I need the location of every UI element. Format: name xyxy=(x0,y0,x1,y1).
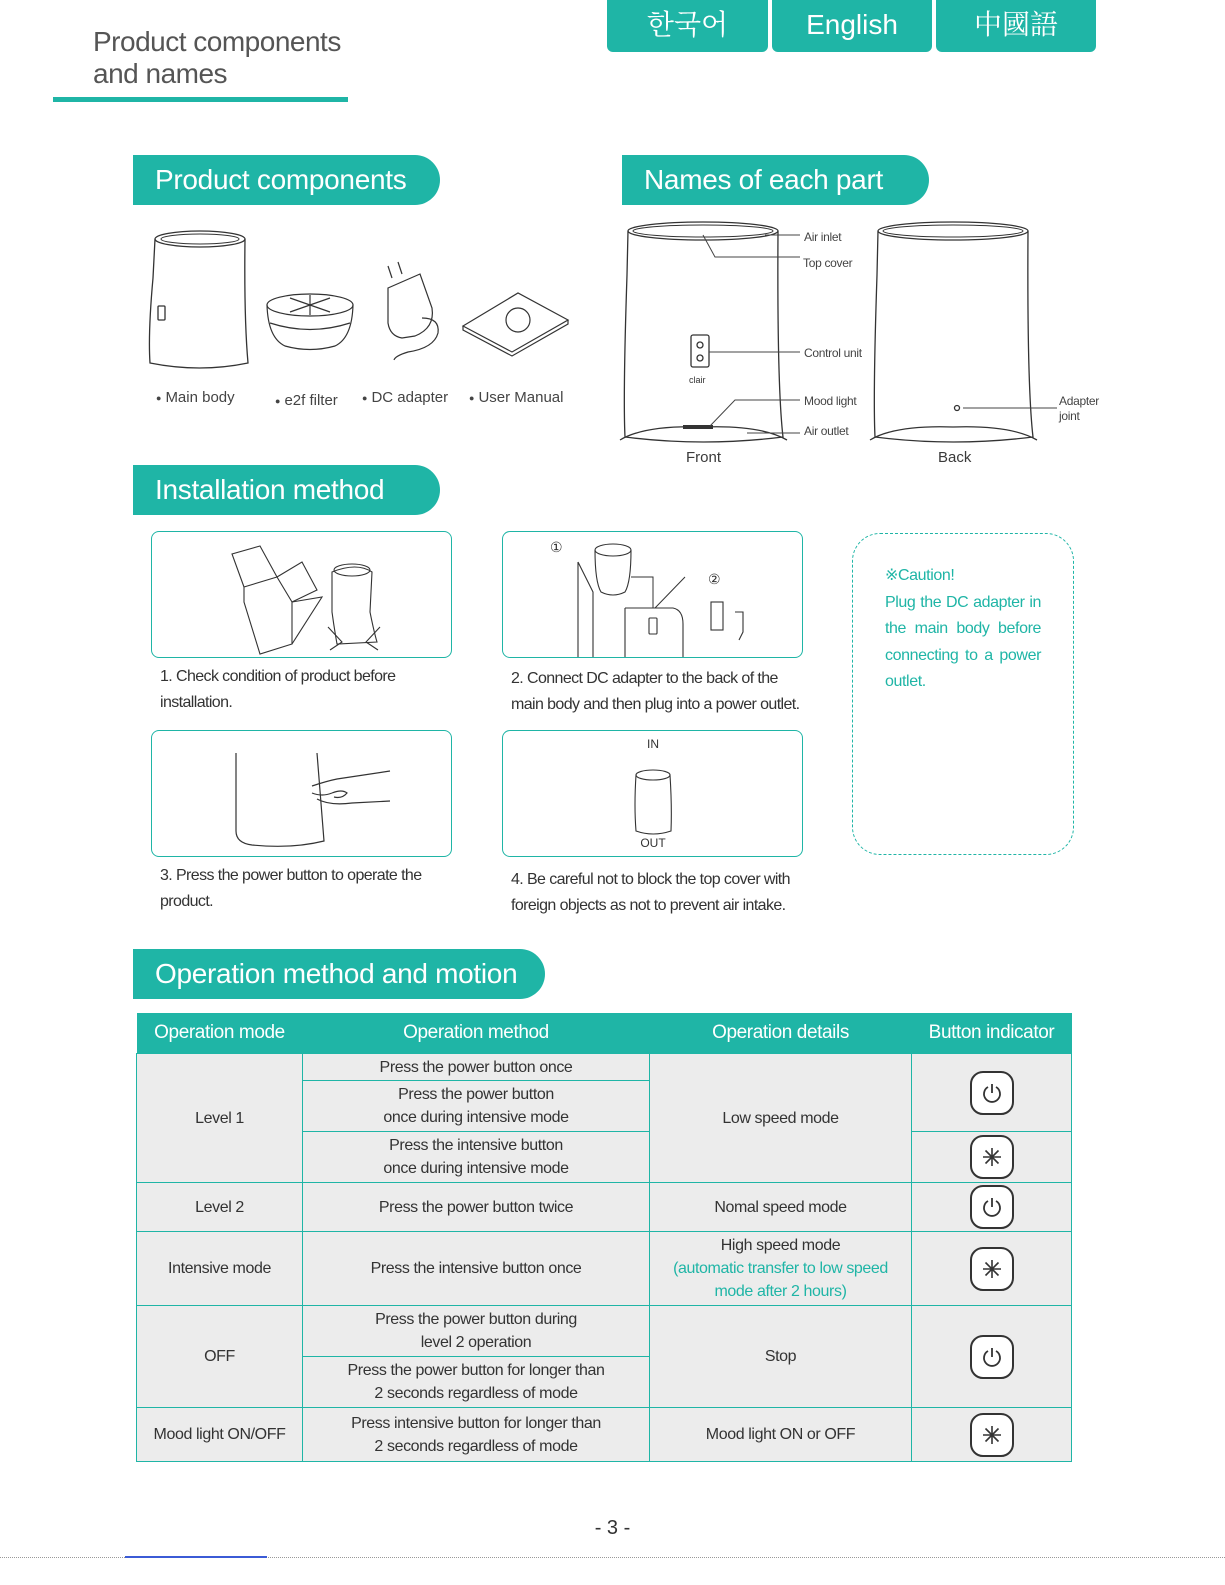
step4-in-label: IN xyxy=(647,737,659,751)
power-icon xyxy=(970,1185,1014,1229)
level2-mode: Level 2 xyxy=(137,1183,303,1232)
level2-details: Nomal speed mode xyxy=(650,1183,912,1232)
off-method-2 xyxy=(303,1357,650,1408)
mood-method-l1: Press intensive button for longer than xyxy=(351,1414,601,1432)
mood-method xyxy=(303,1408,650,1462)
level1-method-1-l1: Press the power button once xyxy=(379,1058,573,1076)
table-row xyxy=(137,1306,1072,1357)
off-indicator xyxy=(912,1306,1072,1408)
tab-korean[interactable] xyxy=(607,0,768,52)
level2-method: Press the power button twice xyxy=(303,1183,650,1232)
step4-line2: foreign objects as not to prevent air intake. xyxy=(511,897,786,914)
step2-marker-one: ① xyxy=(550,539,563,555)
level1-method-2 xyxy=(303,1081,650,1132)
label-adapter-joint xyxy=(1059,394,1099,424)
page-title xyxy=(93,26,341,90)
component-main-body: ● Main body xyxy=(156,389,235,406)
intensive-details-note-l2: mode after 2 hours) xyxy=(714,1283,847,1300)
step1-image-box xyxy=(151,531,452,658)
off-method-2-l2: 2 seconds regardless of mode xyxy=(374,1385,578,1402)
step4-line1: 4. Be careful not to block the top cover with xyxy=(511,871,790,888)
power-icon xyxy=(970,1071,1014,1115)
table-row xyxy=(137,1232,1072,1306)
adapter-drawing xyxy=(388,262,438,360)
level1-details: Low speed mode xyxy=(650,1054,912,1183)
mood-light-bar xyxy=(683,425,713,429)
label-adapter-joint-line1: Adapter xyxy=(1059,394,1099,408)
step4-illustration xyxy=(503,731,802,856)
label-front: Front xyxy=(686,449,722,466)
tab-english-label: English xyxy=(806,9,898,40)
step2-marker-two: ② xyxy=(708,571,721,587)
step3-line2: product. xyxy=(160,893,214,910)
component-filter: ● e2f filter xyxy=(275,392,338,409)
title-underline xyxy=(53,97,348,102)
caution-text xyxy=(885,563,1041,696)
step2-image-box xyxy=(502,531,803,658)
names-of-parts-banner xyxy=(622,155,929,205)
step4-out-label: OUT xyxy=(640,836,666,850)
operation-heading: Operation method and motion xyxy=(155,958,518,989)
label-air-inlet: Air inlet xyxy=(804,230,842,244)
page-number: - 3 - xyxy=(594,1517,631,1539)
off-method-1 xyxy=(303,1306,650,1357)
level1-method-2-l2: once during intensive mode xyxy=(383,1109,569,1126)
step4-text xyxy=(511,867,790,919)
page-title-line2: and names xyxy=(93,58,228,89)
step3-image-box xyxy=(151,730,452,857)
col-button-indicator: Button indicator xyxy=(912,1013,1072,1054)
back-body-drawing xyxy=(870,222,1037,442)
table-row xyxy=(137,1183,1072,1232)
step2-text xyxy=(511,666,799,718)
label-air-outlet: Air outlet xyxy=(804,424,849,438)
tab-chinese-label: 中國語 xyxy=(973,9,1058,40)
bottom-accent-line xyxy=(125,1556,267,1558)
level1-method-2-l1: Press the power button xyxy=(398,1086,554,1103)
main-body-drawing xyxy=(149,231,248,368)
label-control-unit: Control unit xyxy=(804,346,862,360)
level1-mode: Level 1 xyxy=(137,1054,303,1183)
table-row xyxy=(137,1408,1072,1462)
step4-image-box xyxy=(502,730,803,857)
mood-method-l2: 2 seconds regardless of mode xyxy=(374,1437,578,1455)
mood-details: Mood light ON or OFF xyxy=(650,1408,912,1462)
tab-english[interactable] xyxy=(772,0,932,52)
level1-method-3-l2: once during intensive mode xyxy=(383,1160,569,1177)
intensive-details-note-l1: (automatic transfer to low speed xyxy=(673,1260,888,1277)
level1-method-3-l1: Press the intensive button xyxy=(389,1137,563,1154)
operation-table xyxy=(136,1013,1072,1462)
table-header-row xyxy=(137,1013,1072,1054)
tab-korean-label: 한국어 xyxy=(646,9,729,40)
filter-drawing xyxy=(267,294,353,350)
level1-indicator-power xyxy=(912,1054,1072,1132)
caution-title: ※Caution! xyxy=(885,567,955,584)
intensive-icon xyxy=(970,1135,1014,1179)
level2-indicator xyxy=(912,1183,1072,1232)
step1-line2: installation. xyxy=(160,694,233,711)
col-operation-mode: Operation mode xyxy=(137,1013,303,1054)
caution-body: Plug the DC adapter in the main body before connecting to a power outlet. xyxy=(885,593,1041,690)
product-components-banner xyxy=(133,155,440,205)
manual-drawing xyxy=(463,293,568,356)
level1-method-1 xyxy=(303,1054,650,1081)
step2-illustration xyxy=(503,532,802,657)
power-icon xyxy=(970,1335,1014,1379)
step1-text xyxy=(160,664,395,716)
label-adapter-joint-line2: joint xyxy=(1059,409,1080,423)
off-mode: OFF xyxy=(137,1306,303,1408)
component-filter-label: e2f filter xyxy=(284,392,338,409)
front-body-drawing xyxy=(620,222,787,442)
step1-illustration xyxy=(152,532,451,657)
intensive-icon xyxy=(970,1247,1014,1291)
step3-line1: 3. Press the power button to operate the xyxy=(160,867,422,884)
component-adapter-label: DC adapter xyxy=(371,389,449,406)
page-title-line1: Product components xyxy=(93,26,341,57)
off-method-1-l2: level 2 operation xyxy=(420,1334,532,1351)
step1-line1: 1. Check condition of product before xyxy=(160,668,396,685)
table-row xyxy=(137,1054,1072,1081)
front-leader-lines xyxy=(703,235,800,433)
col-operation-method: Operation method xyxy=(303,1013,650,1054)
mood-mode: Mood light ON/OFF xyxy=(137,1408,303,1462)
installation-heading: Installation method xyxy=(155,474,385,505)
intensive-method: Press the intensive button once xyxy=(303,1232,650,1306)
step2-line2: main body and then plug into a power outlet. xyxy=(511,696,800,713)
off-details: Stop xyxy=(650,1306,912,1408)
col-operation-details: Operation details xyxy=(650,1013,912,1054)
operation-banner xyxy=(133,949,545,999)
step3-illustration xyxy=(152,731,451,856)
intensive-mode: Intensive mode xyxy=(137,1232,303,1306)
component-manual: ● User Manual xyxy=(469,389,564,406)
level1-method-3 xyxy=(303,1132,650,1183)
label-mood-light: Mood light xyxy=(804,394,857,408)
label-back: Back xyxy=(938,449,972,466)
names-of-parts-heading: Names of each part xyxy=(644,164,883,195)
intensive-indicator xyxy=(912,1232,1072,1306)
component-main-body-label: Main body xyxy=(165,389,235,406)
intensive-details xyxy=(650,1232,912,1306)
front-brand-logo: clair xyxy=(689,375,706,385)
intensive-details-l1: High speed mode xyxy=(720,1237,841,1254)
parts-illustration xyxy=(615,215,1095,445)
product-components-heading: Product components xyxy=(155,164,407,195)
off-method-1-l1: Press the power button during xyxy=(375,1311,577,1328)
level1-indicator-intensive xyxy=(912,1132,1072,1183)
mood-indicator xyxy=(912,1408,1072,1462)
components-illustration xyxy=(140,218,580,378)
component-adapter: ● DC adapter xyxy=(362,389,449,406)
step2-line1: 2. Connect DC adapter to the back of the xyxy=(511,670,778,687)
off-method-2-l1: Press the power button for longer than xyxy=(347,1362,605,1379)
tab-chinese[interactable] xyxy=(936,0,1096,52)
label-top-cover: Top cover xyxy=(803,256,853,270)
step3-text xyxy=(160,863,422,915)
component-manual-label: User Manual xyxy=(478,389,564,406)
intensive-icon xyxy=(970,1413,1014,1457)
installation-banner xyxy=(133,465,440,515)
